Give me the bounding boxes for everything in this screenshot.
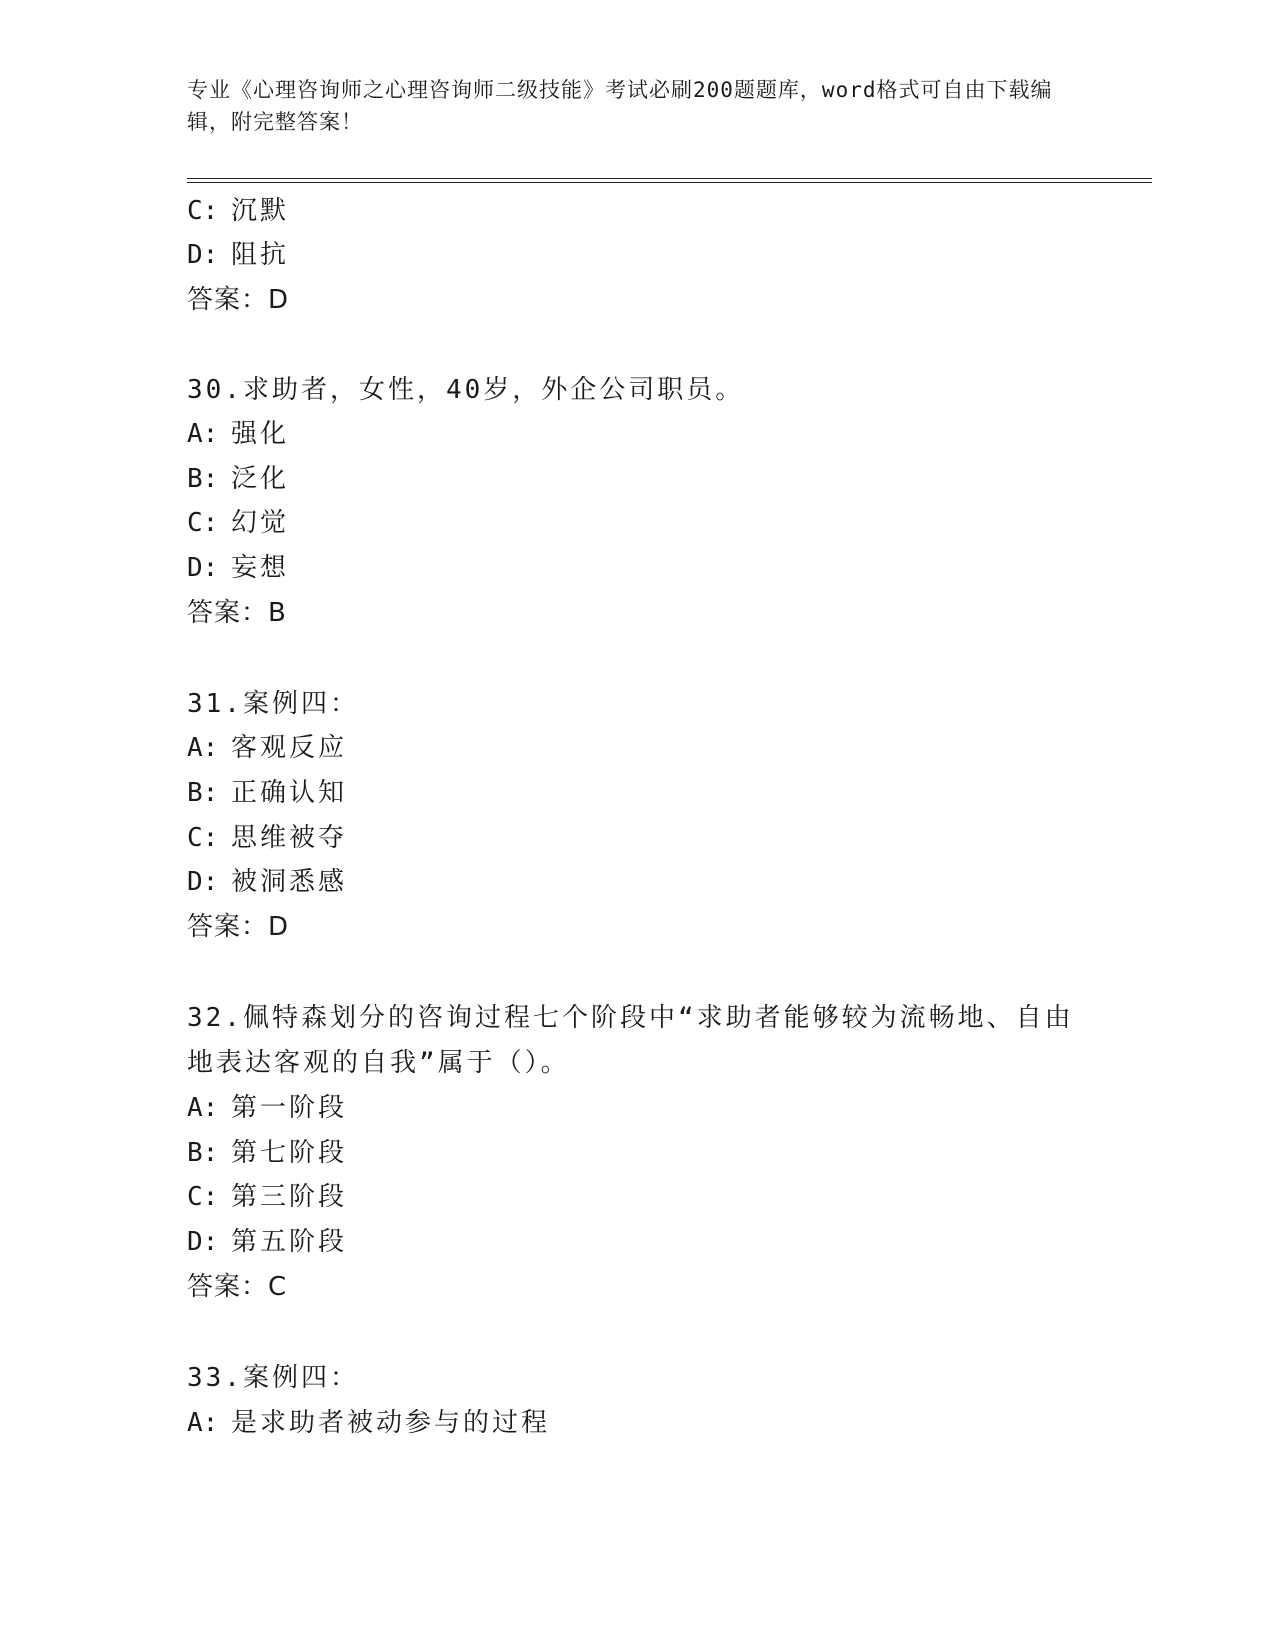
question-33: 33.案例四： — [187, 1363, 359, 1393]
option-text: 沉默 — [231, 196, 290, 226]
option-letter: B: — [187, 464, 219, 494]
option-text: 思维被夺 — [231, 823, 348, 853]
option-text: 第一阶段 — [231, 1093, 348, 1123]
option-letter: A: — [187, 419, 219, 449]
option-letter: D: — [187, 1227, 219, 1257]
option-letter: A: — [187, 1093, 219, 1123]
option-text: 第三阶段 — [231, 1182, 348, 1212]
option-letter: C: — [187, 1182, 219, 1212]
option-text: 客观反应 — [231, 733, 348, 763]
option-d — [187, 550, 289, 586]
document-header: 专业《心理咨询师之心理咨询师二级技能》考试必刷200题题库，word格式可自由下载编辑，附完整答案！ — [187, 78, 1053, 134]
answer-line: 答案：D — [187, 285, 290, 315]
question-31: 31.案例四： — [187, 689, 359, 719]
option-letter: D: — [187, 240, 219, 270]
option-text: 妄想 — [231, 553, 290, 583]
option-text: 阻抗 — [231, 240, 290, 270]
option-c — [187, 1179, 347, 1215]
option-d — [187, 864, 347, 900]
option-b — [187, 775, 347, 811]
option-text: 幻觉 — [231, 508, 290, 538]
option-a — [187, 1090, 347, 1126]
option-c — [187, 820, 347, 856]
header-divider — [187, 178, 1152, 183]
option-text: 第七阶段 — [231, 1138, 348, 1168]
option-text: 强化 — [231, 419, 290, 449]
option-d — [187, 1224, 347, 1260]
option-text: 正确认知 — [231, 778, 348, 808]
option-letter: A: — [187, 1408, 219, 1438]
question-32: 32.佩特森划分的咨询过程七个阶段中“求助者能够较为流畅地、自由 — [187, 1003, 1074, 1033]
option-c — [187, 505, 289, 541]
option-d — [187, 237, 289, 273]
option-letter: B: — [187, 778, 219, 808]
option-a — [187, 1405, 550, 1441]
option-letter: D: — [187, 553, 219, 583]
option-letter: D: — [187, 867, 219, 897]
option-letter: C: — [187, 508, 219, 538]
option-text: 泛化 — [231, 464, 290, 494]
answer-line: 答案：B — [187, 598, 287, 628]
option-c — [187, 193, 289, 229]
option-a — [187, 416, 289, 452]
answer-line: 答案：C — [187, 1272, 288, 1302]
option-letter: A: — [187, 733, 219, 763]
option-text: 是求助者被动参与的过程 — [231, 1408, 551, 1438]
option-letter: B: — [187, 1138, 219, 1168]
option-a — [187, 730, 347, 766]
option-letter: C: — [187, 196, 219, 226]
answer-line: 答案：D — [187, 912, 290, 942]
option-letter: C: — [187, 823, 219, 853]
option-text: 被洞悉感 — [231, 867, 348, 897]
question-32-continued: 地表达客观的自我”属于（）。 — [187, 1048, 570, 1078]
question-30: 30.求助者，女性，40岁，外企公司职员。 — [187, 375, 745, 405]
option-b — [187, 1135, 347, 1171]
option-text: 第五阶段 — [231, 1227, 348, 1257]
option-b — [187, 461, 289, 497]
